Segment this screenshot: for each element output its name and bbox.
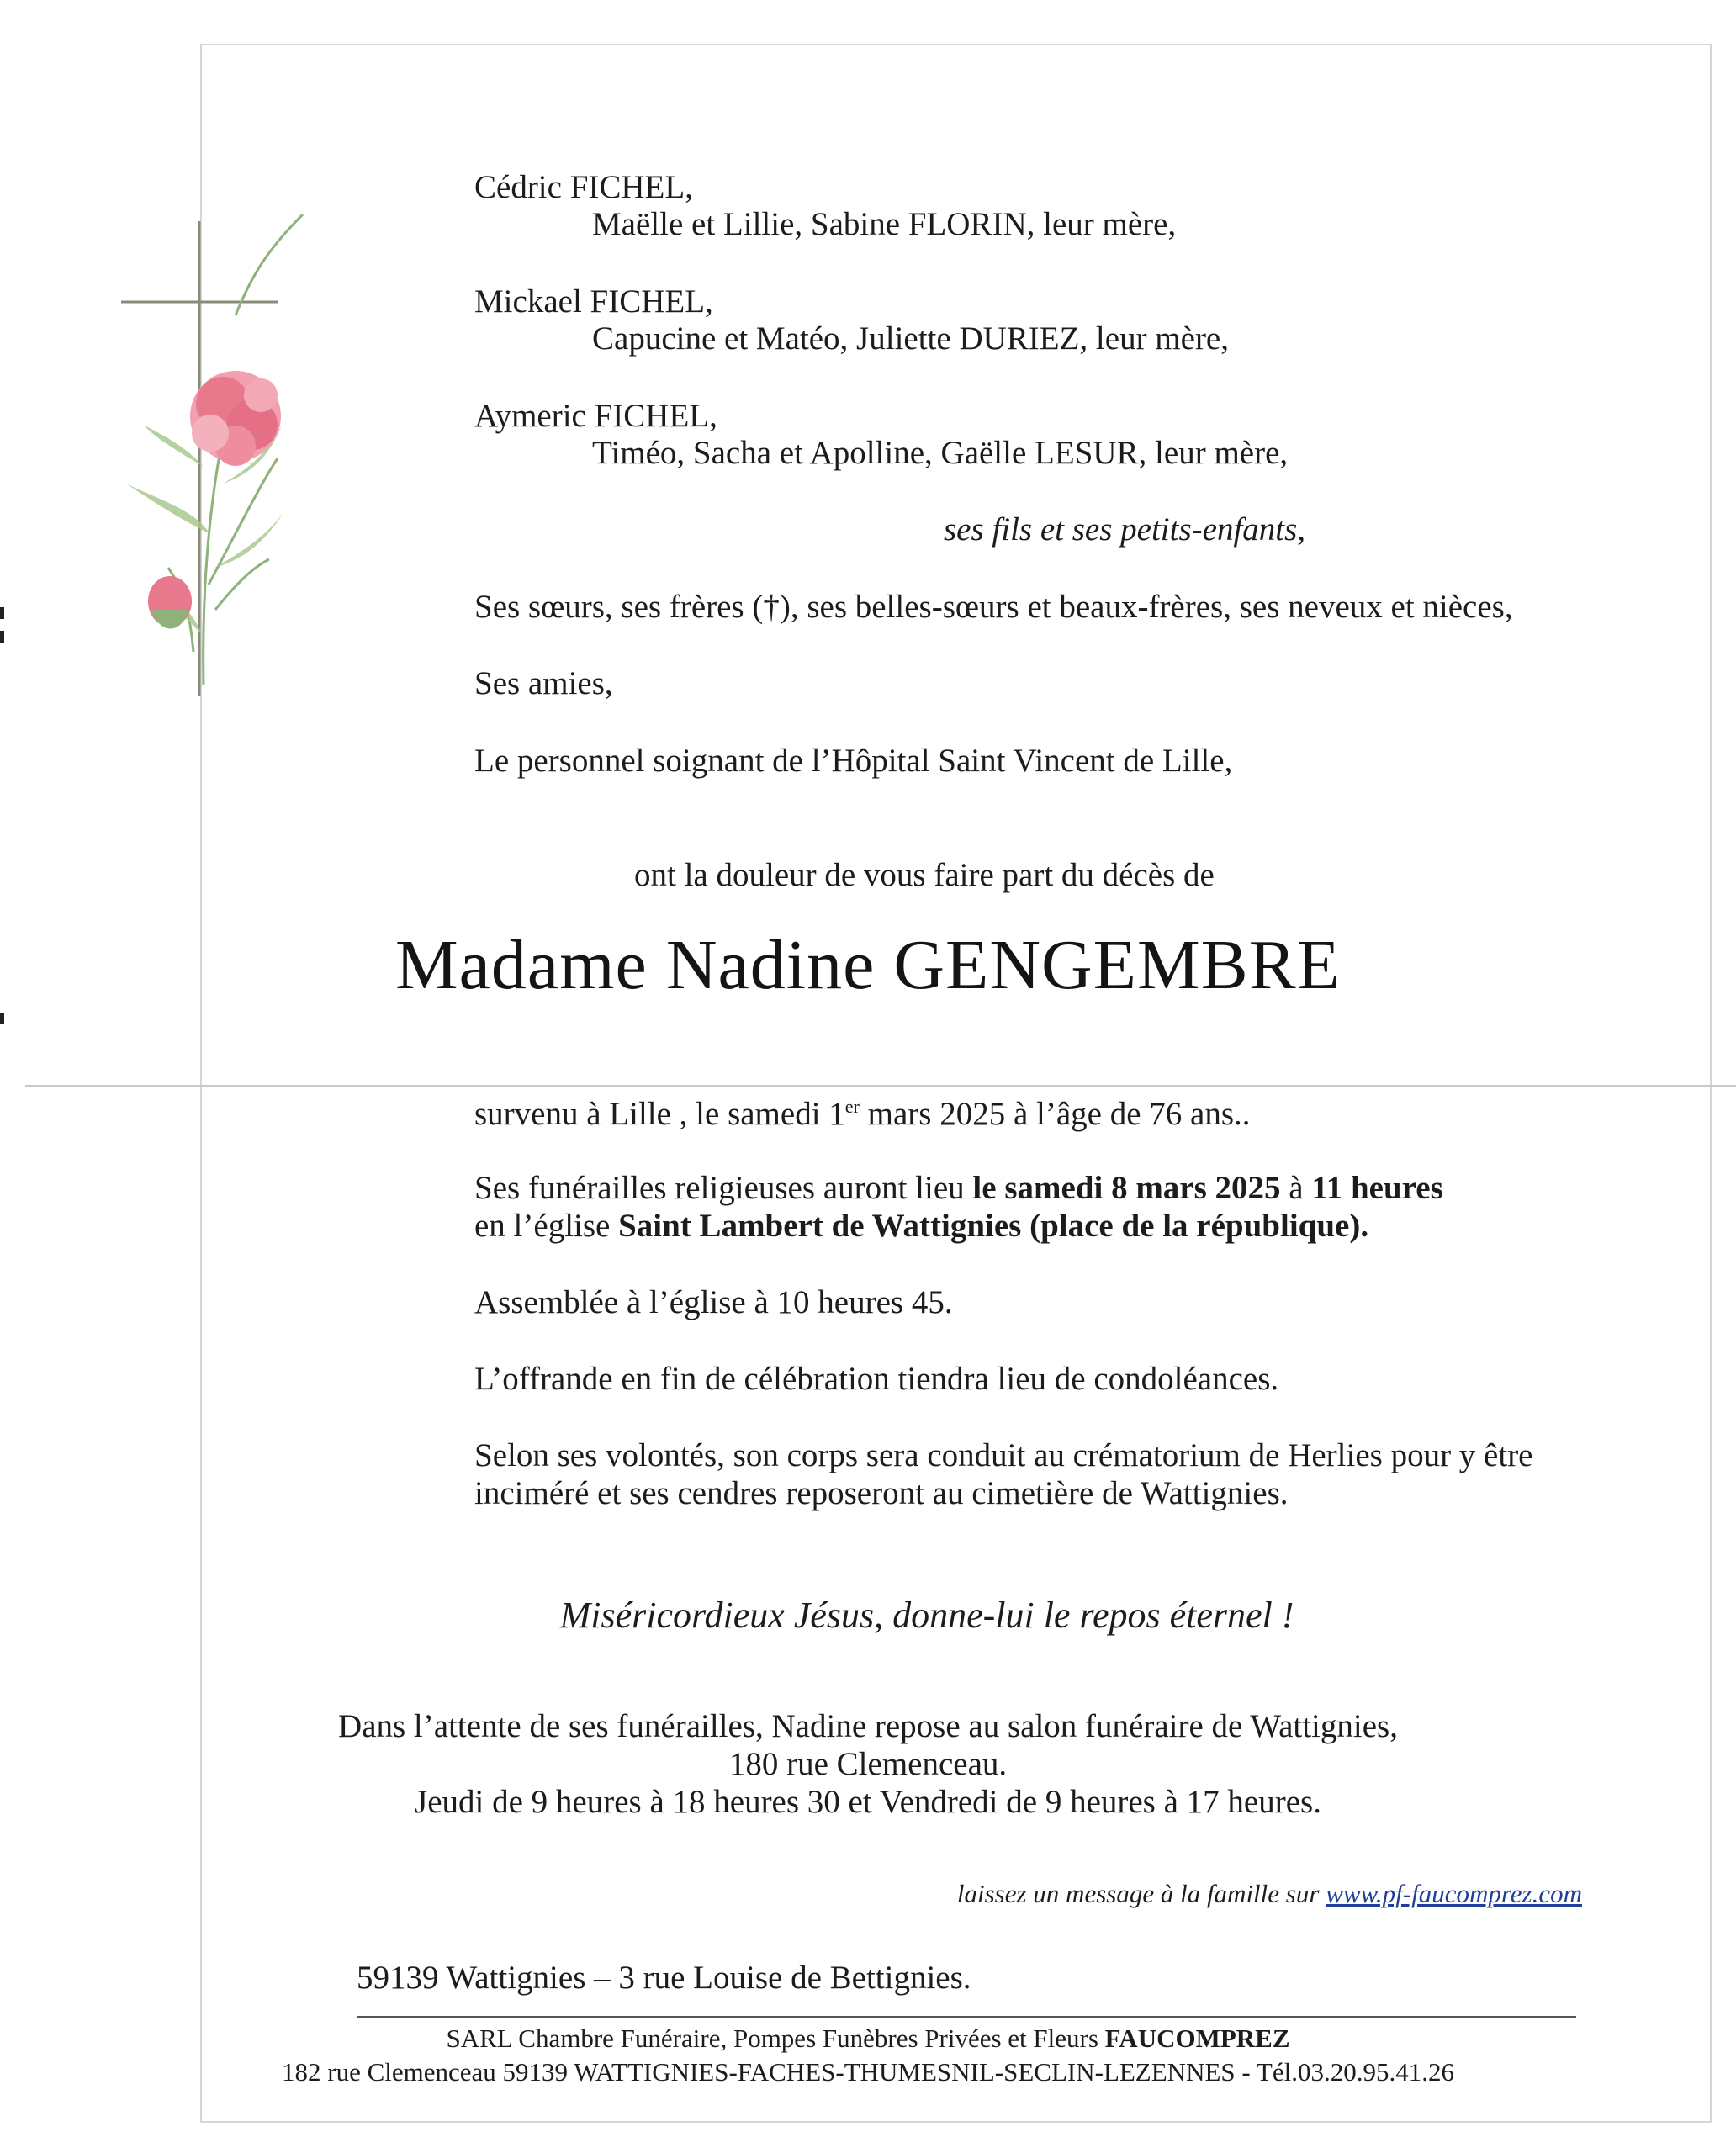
family-name-1: Cédric FICHEL, — [474, 169, 693, 205]
family-children-3: Timéo, Sacha et Apolline, Gaëlle LESUR, leur mère, — [592, 435, 1289, 471]
scan-mark — [0, 607, 4, 619]
wishes-line-1: Selon ses volontés, son corps sera conduit au crématorium de Herlies pour y être — [474, 1437, 1533, 1473]
family-children-2: Capucine et Matéo, Juliette DURIEZ, leur mère, — [592, 320, 1229, 357]
rest-line-2: 180 rue Clemenceau. — [728, 1746, 1008, 1782]
offering-line: L’offrande en fin de célébration tiendra lieu de condoléances. — [474, 1361, 1279, 1397]
assembly-line: Assemblée à l’église à 10 heures 45. — [474, 1284, 953, 1320]
footer-divider — [357, 2016, 1576, 2018]
rest-line-3: Jeudi de 9 heures à 18 heures 30 et Vendredi de 9 heures à 17 heures. — [415, 1784, 1321, 1820]
sons-line: ses fils et ses petits-enfants, — [944, 511, 1306, 548]
deceased-name: Madame Nadine GENGEMBRE — [394, 926, 1342, 1004]
flower-bud-icon — [148, 576, 192, 629]
announcement: ont la douleur de vous faire part du décès de — [634, 857, 1215, 893]
cross-icon — [121, 221, 278, 696]
staff-line: Le personnel soignant de l’Hôpital Saint Vincent de Lille, — [474, 743, 1233, 779]
scan-mark — [0, 631, 4, 643]
death-line: survenu à Lille , le samedi 1er mars 2025 à l’âge de 76 ans.. — [474, 1096, 1251, 1132]
prayer: Miséricordieux Jésus, donne-lui le repos éternel ! — [559, 1595, 1294, 1636]
funeral-line-2: en l’église Saint Lambert de Wattignies (place de la république). — [474, 1208, 1369, 1244]
siblings-line: Ses sœurs, ses frères (†), ses belles-sœurs et beaux-frères, ses neveux et nièces, — [474, 589, 1513, 625]
friends-line: Ses amies, — [474, 665, 613, 701]
website-link[interactable]: www.pf-faucomprez.com — [1326, 1879, 1582, 1908]
rest-line-1: Dans l’attente de ses funérailles, Nadine repose au salon funéraire de Wattignies, — [338, 1708, 1398, 1744]
message-line: laissez un message à la famille sur www.pf-faucomprez.com — [956, 1879, 1582, 1908]
footer-line-2: 182 rue Clemenceau 59139 WATTIGNIES-FACHES-THUMESNIL-SECLIN-LEZENNES - Tél.03.20.95.41.26 — [282, 2057, 1454, 2087]
cross-flower-illustration — [109, 214, 328, 702]
family-name-3: Aymeric FICHEL, — [474, 398, 717, 434]
family-children-1: Maëlle et Lillie, Sabine FLORIN, leur mère, — [592, 206, 1177, 242]
family-name-2: Mickael FICHEL, — [474, 283, 713, 320]
footer-line-1: SARL Chambre Funéraire, Pompes Funèbres Privées et Fleurs FAUCOMPREZ — [446, 2023, 1290, 2053]
fold-line — [25, 1085, 1736, 1087]
funeral-line-1: Ses funérailles religieuses auront lieu le samedi 8 mars 2025 à 11 heures — [474, 1170, 1443, 1206]
address-line: 59139 Wattignies – 3 rue Louise de Bettignies. — [357, 1960, 971, 1996]
scan-mark — [0, 1013, 4, 1024]
wishes-line-2: inciméré et ses cendres reposeront au cimetière de Wattignies. — [474, 1475, 1289, 1511]
